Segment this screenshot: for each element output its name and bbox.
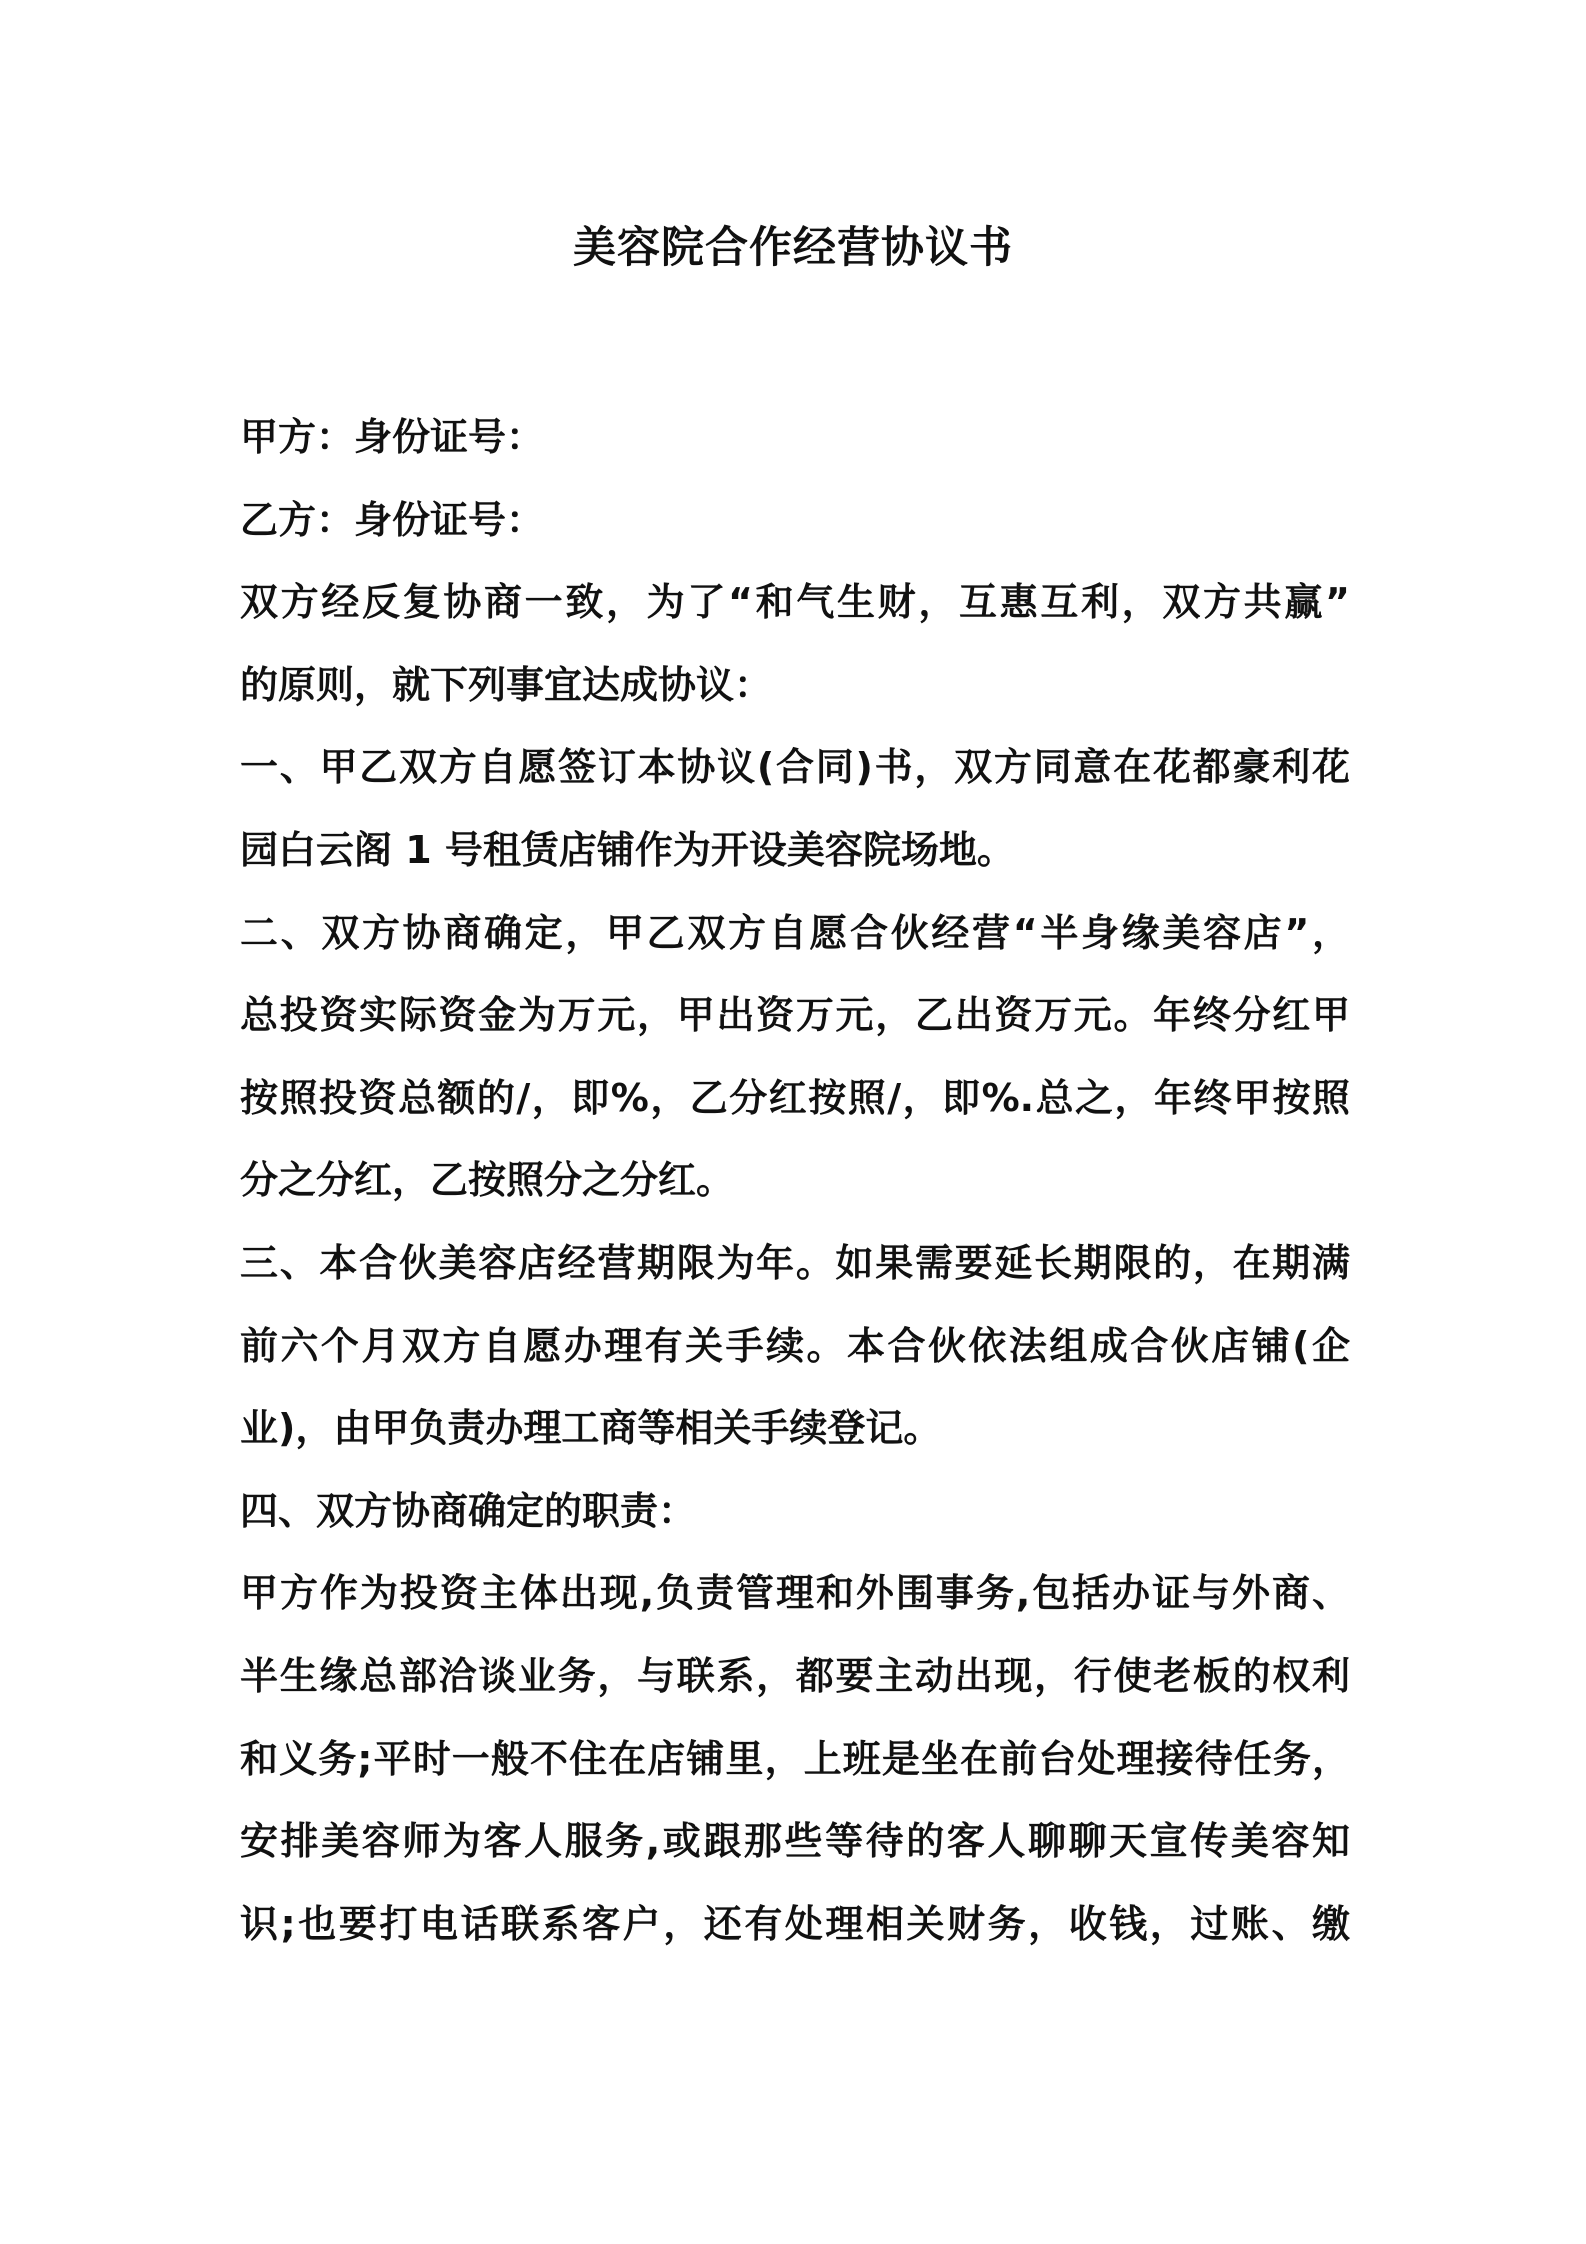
clause-2-line: 总投资实际资金为万元，甲出资万元，乙出资万元。年终分红甲 [240, 993, 1350, 1038]
document-body [240, 396, 1350, 1965]
clause-4-line: 甲方作为投资主体出现,负责管理和外围事务,包括办证与外商、 [240, 1571, 1350, 1616]
clause-4-heading: 四、双方协商确定的职责： [240, 1488, 697, 1533]
clause-1-line: 园白云阁 1 号租赁店铺作为开设美容院场地。 [240, 827, 1015, 872]
clause-1-line: 一、甲乙双方自愿签订本协议(合同)书，双方同意在花都豪利花 [240, 745, 1350, 790]
party-b-line: 乙方：身份证号： [240, 497, 545, 542]
clause-4-line: 安排美容师为客人服务,或跟那些等待的客人聊聊天宣传美容知 [240, 1819, 1350, 1864]
paragraph-line: 的原则，就下列事宜达成协议： [240, 662, 773, 707]
clause-2-line: 二、双方协商确定，甲乙双方自愿合伙经营“半身缘美容店”， [240, 910, 1350, 955]
clause-3-line: 三、本合伙美容店经营期限为年。如果需要延长期限的，在期满 [240, 1240, 1350, 1285]
clause-2-line: 按照投资总额的/，即%，乙分红按照/，即%.总之，年终甲按照 [240, 1075, 1350, 1120]
paragraph-line: 双方经反复协商一致，为了“和气生财，互惠互利，双方共赢” [240, 580, 1350, 625]
clause-3-line: 前六个月双方自愿办理有关手续。本合伙依法组成合伙店铺(企 [240, 1323, 1350, 1368]
clause-4-line: 和义务;平时一般不住在店铺里，上班是坐在前台处理接待任务， [240, 1736, 1350, 1781]
party-a-line: 甲方：身份证号： [240, 415, 545, 459]
document-title: 美容院合作经营协议书 [573, 223, 1013, 273]
clause-3-line: 业)，由甲负责办理工商等相关手续登记。 [240, 1406, 942, 1451]
clause-4-line: 半生缘总部洽谈业务，与联系，都要主动出现，行使老板的权利 [240, 1653, 1350, 1698]
clause-2-line: 分之分红，乙按照分之分红。 [240, 1158, 735, 1203]
clause-4-line: 识;也要打电话联系客户，还有处理相关财务，收钱，过账、缴 [240, 1901, 1350, 1946]
